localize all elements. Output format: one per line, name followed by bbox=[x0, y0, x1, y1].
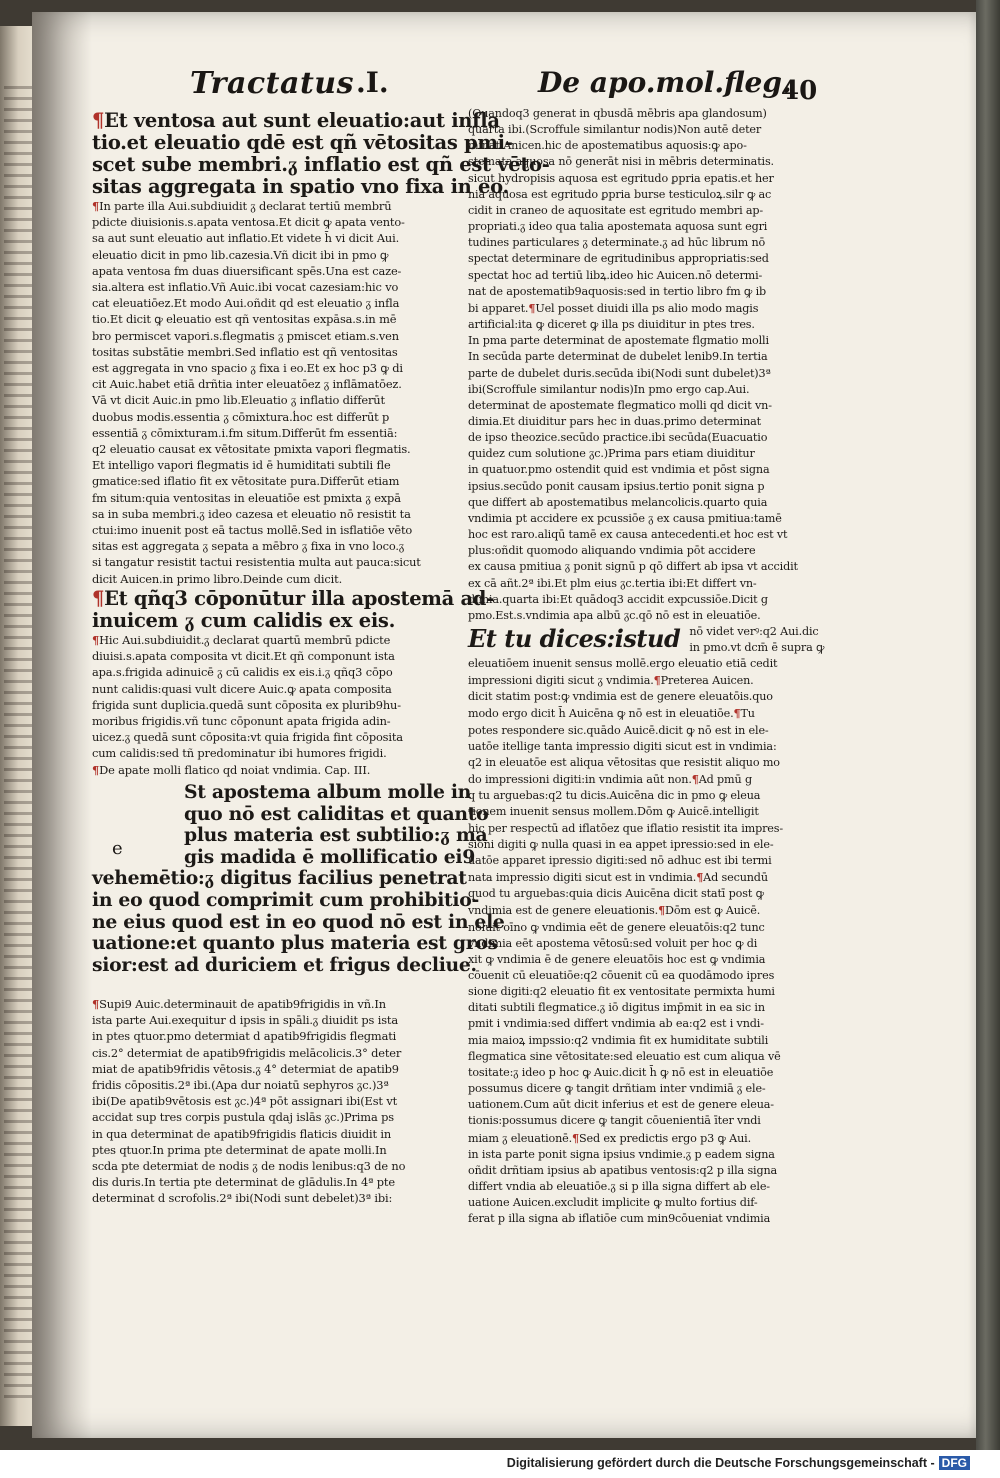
text-line: ¶Supi9 Auic.determinauit de apatib9frigidis in vñ.In bbox=[92, 997, 386, 1011]
text-line: uationem.Cum aūt dicit inferius et est de genere eleua- bbox=[468, 1098, 774, 1112]
text-line: In secūda parte determinat de dubelet lenib9.In tertia bbox=[468, 350, 768, 364]
text-line: q tu arguebas:q2 tu dicis.Auicēna dic in pmo ꝙ eleua bbox=[468, 789, 761, 803]
text-line: sa aut sunt eleuatio aut inflatio.Et videte h̄ vi dicit Aui. bbox=[92, 231, 400, 246]
chapter-line: gis madida ē mollificatio ei9 bbox=[184, 845, 475, 868]
text-line: cis.2° determiat de apatib9frigidis melācolicis.3° deter bbox=[92, 1045, 402, 1060]
text-line: sa in suba membri.ᵹ ideo cazesa et eleuatio nō resistit ta bbox=[92, 506, 411, 521]
text-line: tudines particulares ᵹ determinate.ᵹ ad hūc librum nō bbox=[468, 236, 766, 250]
text-line: q2 in eleuatōe est aliqua vētositas que resistit aliquo mo bbox=[468, 755, 780, 769]
text-line: quarta ibi.(Scroffule similantur nodis)Non autē deter bbox=[468, 123, 762, 137]
paragraph-mark: ¶ bbox=[696, 870, 704, 885]
text-line: spectat determinare de egritudinibus appropriatis:sed bbox=[468, 252, 769, 266]
text-line: gmatice:sed iflatio fit ex vētositate pura.Differūt etiam bbox=[92, 474, 400, 489]
text-line: do impressioni digiti:in vndimia aūt non.¶Ad pmū g bbox=[468, 772, 752, 787]
text-line: pmit i vndimia:sed differt vndimia ab ea:q2 est i vndi- bbox=[468, 1017, 764, 1031]
paragraph-mark: ¶ bbox=[653, 673, 661, 688]
chapter-line: quo nō est caliditas et quanto bbox=[184, 802, 489, 825]
folio-number: 40 bbox=[781, 76, 818, 106]
text-line: de ipso theozice.secūdo practice.ibi secūda(Euacuatio bbox=[468, 431, 768, 445]
text-line: tio.Et dicit ꝙ eleuatio est qñ ventositas expāsa.s.in mē bbox=[92, 312, 397, 327]
running-head-number: .I. bbox=[356, 66, 389, 99]
text-line: ex causa pmitiua ᵹ ponit signū p qō differt ab ipsa vt accidit bbox=[468, 560, 798, 574]
text-line: ¶De apate molli flatico qd noiat vndimia. Cap. III. bbox=[92, 762, 371, 777]
text-line: hoc est raro.aliqū tamē ex causa antecedenti.et hoc est vt bbox=[468, 528, 788, 542]
text-line: (Quandoq3 generat in qbusdā mēbris apa glandosum) bbox=[468, 107, 767, 120]
text-line: ferat p illa signa ab iflatiōe cum min9cōueniat vndimia bbox=[468, 1212, 771, 1226]
text-line: accidat sup tres corpis pustula qdaj islās ᵹc.)Prima ps bbox=[92, 1110, 394, 1125]
paragraph-mark: ¶ bbox=[658, 903, 666, 918]
left-column-bottom bbox=[92, 996, 460, 1207]
text-line: determinat de apostemate flegmatico molli qd dicit vn- bbox=[468, 398, 772, 412]
text-line: nat de apostematib9aquosis:sed in tertio libro fm ꝙ ib bbox=[468, 284, 767, 298]
text-line: ¶Et ventosa aut sunt eleuatio:aut infla bbox=[92, 109, 500, 132]
paragraph-mark: ¶ bbox=[691, 772, 699, 787]
text-line: ptes qtuor.In prima pte determinat de apate molli.In bbox=[92, 1142, 387, 1157]
text-line: Et intelligo vapori flegmatis id ē humiditati subtili fle bbox=[92, 458, 391, 473]
text-line: bi apparet.¶Uel posset diuidi illa ps alio modo magis bbox=[468, 300, 759, 315]
text-line: ¶Et qñq3 cōponūtur illa apostemā ad- bbox=[92, 587, 494, 610]
text-line: cat eleuatiōez.Et modo Aui.oñdit qd est eleuatio ᵹ infla bbox=[92, 296, 400, 311]
text-line: quod tu arguebas:quia dicis Auicēna dicit statī post ꝙ bbox=[468, 887, 764, 901]
text-line: scda pte determiat de nodis ᵹ de nodis lenibus:q3 de no bbox=[92, 1159, 406, 1174]
text-line: ditati subtili flegmatice.ᵹ iō digitus imp̄mit in ea sic in bbox=[468, 1001, 765, 1015]
text-line: fridis cōpositis.2ª ibi.(Apa dur noiatū sephyros ᵹc.)3ª bbox=[92, 1078, 389, 1093]
footer-credit-text: Digitalisierung gefördert durch die Deutsche Forschungsgemeinschaft - bbox=[506, 1456, 935, 1470]
text-line: impressioni digiti sicut ᵹ vndimia.¶Preterea Auicen. bbox=[468, 673, 754, 688]
text-line: spectat hoc ad tertiū libꝝ.ideo hic Auicen.nō determi- bbox=[468, 268, 763, 282]
left-column-middle bbox=[92, 587, 494, 778]
text-line: ¶Hic Aui.subdiuidit.ᵹ declarat quartū membrū pdicte bbox=[92, 633, 391, 647]
text-line: ¶In parte illa Aui.subdiuidit ᵹ declarat tertiū membrū bbox=[92, 199, 392, 213]
text-line: mia maioꝝ impssio:q2 vndimia fit ex humiditate subtili bbox=[468, 1033, 769, 1047]
chapter-line: in eo quod comprimit cum prohibitio- bbox=[92, 888, 479, 911]
text-line: miat de apatib9fridis vētosis.ᵹ 4° determiat de apatib9 bbox=[92, 1061, 399, 1076]
text-line: cidit in craneo de aquositate est egritudo membri ap- bbox=[468, 203, 764, 217]
text-line: eleuatiōem inuenit sensus mollē.ergo eleuatio etiā cedit bbox=[468, 657, 778, 670]
paragraph-mark: ¶ bbox=[92, 633, 100, 647]
text-line: tositas substātie membri.Sed inflatio est qñ ventositas bbox=[92, 344, 398, 359]
right-heading-small bbox=[689, 624, 824, 656]
paragraph-mark: ¶ bbox=[528, 300, 536, 315]
text-line: vndimia eēt apostema vētosū:sed voluit per hoc ꝙ di bbox=[468, 936, 758, 950]
dfg-logo: DFG bbox=[939, 1456, 970, 1470]
chapter-line: plus materia est subtilio:ᵹ ma bbox=[184, 824, 488, 847]
text-line: que differt ab apostematibus melancolicis.quarto quia bbox=[468, 495, 768, 509]
paragraph-mark: ¶ bbox=[92, 109, 105, 132]
right-column-top bbox=[468, 106, 820, 624]
text-line: fm situm:quia ventositas in eleuatiōe est pmixta ᵹ expā bbox=[92, 490, 401, 505]
paragraph-mark: ¶ bbox=[92, 587, 105, 610]
text-line: differt vndia ab eleuatiōe.ᵹ si p illa signa differt ab ele- bbox=[468, 1180, 770, 1193]
text-line: in ista parte ponit signa ipsius vndimie.ᵹ p eadem signa bbox=[468, 1147, 775, 1161]
text-line: uatione Auicen.excludit implicite ꝙ multo fortius dif- bbox=[468, 1196, 758, 1210]
text-line: ctui:imo inuenit post eā tactus mollē.Sed in isflatiōe vēto bbox=[92, 523, 413, 538]
text-line: artificial:ita ꝙ diceret ꝙ illa ps diuiditur in ptes tres. bbox=[468, 318, 755, 332]
text-line: est aggregata in vno spacio ᵹ fixa i eo.Et ex hoc p3 ꝙ di bbox=[92, 361, 403, 376]
text-line: in quatuor.pmo ostendit quid est vndimia et pōst signa bbox=[468, 463, 770, 477]
paragraph-mark: ¶ bbox=[733, 706, 741, 721]
text-line: frigida sunt duplicia.quedā sunt cōposita ex plurib9hu- bbox=[92, 697, 401, 712]
text-line: sitas est aggregata ᵹ sepata a mēbro ᵹ fixa in vno loco.ᵹ bbox=[92, 539, 405, 554]
text-line: quidez cum solutione ᵹc.)Prima pars etiam diuiditur bbox=[468, 447, 755, 461]
paragraph-mark: ¶ bbox=[572, 1130, 580, 1145]
chapter-line: sior:est ad duriciem et frigus decliue. bbox=[92, 953, 477, 976]
text-line: tionis:possumus dicere ꝙ tangit cōuenientiā īter vndi bbox=[468, 1114, 761, 1128]
gutter-shadow bbox=[32, 12, 92, 1438]
chapter-opening bbox=[92, 781, 505, 976]
text-line: inuicem ᵹ cum calidis ex eis. bbox=[92, 609, 396, 632]
text-line: nata impressio digiti sicut est in vndimia.¶Ad secundū bbox=[468, 870, 768, 885]
text-line: plus:oñdit quomodo aliquando vndimia pōt accidere bbox=[468, 544, 756, 558]
text-line: vndimia est de genere eleuationis.¶Dōm est ꝙ Auicē. bbox=[468, 903, 761, 918]
text-line: ibi(De apatib9vētosis est ᵹc.)4ª pōt assignari ibi(Est vt bbox=[92, 1094, 398, 1109]
text-line: vndimia pt accidere ex pcussiōe ᵹ ex causa pmitiua:tamē bbox=[468, 511, 782, 525]
chapter-line: ne eius quod est in eo quod nō est in ele bbox=[92, 910, 505, 933]
text-line: sia.altera est inflatio.Vñ Auic.ibi vocat cazesiam:hic vo bbox=[92, 280, 399, 295]
text-line: ibi(Scroffule similantur nodis)In pmo ergo cap.Aui. bbox=[468, 382, 750, 396]
text-line: dicit statim post:ꝙ vndimia est de genere eleuatōis.quo bbox=[468, 690, 773, 704]
text-line: ex cā añt.2ª ibi.Et plm eius ᵹc.tertia ibi:Et differt vn- bbox=[468, 576, 757, 590]
text-line: xit ꝙ vndimia ē de genere eleuatōis hoc est ꝙ vndimia bbox=[468, 952, 766, 966]
text-line: tositate:ᵹ ideo p hoc ꝙ Auic.dicit h̄ ꝙ nō est in eleuatiōe bbox=[468, 1065, 774, 1079]
text-line: sitas aggregata in spatio vno fixa in eo. bbox=[92, 175, 509, 198]
text-line: ista parte Aui.exequitur d ipsis in spāli.ᵹ diuidit ps ista bbox=[92, 1013, 398, 1028]
text-line: moribus frigidis.vñ tunc cōponunt apata frigida adin- bbox=[92, 714, 391, 729]
text-line: In pma parte determinat de apostemate flgmatio molli bbox=[468, 334, 769, 348]
text-line: pmo.Est.s.vndimia apa albū ᵹc.qō nō est in eleuatiōe. bbox=[468, 608, 761, 622]
right-heading-small-line: in pmo.vt dcm̄ ē supra ꝙ bbox=[689, 641, 825, 655]
text-line: uatōe apparet ipressio digiti:sed nō adhuc est ibi termi bbox=[468, 853, 772, 867]
text-line: noluit oīno ꝙ vndimia eēt de genere eleuatōis:q2 tunc bbox=[468, 920, 765, 934]
text-line: apata ventosa fm duas diuersificant spēs.Una est caze- bbox=[92, 263, 402, 278]
text-line: propriati.ᵹ ideo qua talia apostemata aquosa sunt egri bbox=[468, 220, 768, 234]
chapter-line: uatione:et quanto plus materia est gros bbox=[92, 932, 498, 955]
text-line: nunt calidis:quasi vult dicere Auic.ꝙ apata composita bbox=[92, 681, 392, 696]
facing-page-text bbox=[4, 86, 34, 1406]
text-line: tionem inuenit sensus mollem.Dōm ꝙ Auicē.intelligit bbox=[468, 805, 759, 819]
text-line: stemata aquosa nō generāt nisi in mēbris determinatis. bbox=[468, 155, 774, 169]
text-line: eleuatio dicit in pmo lib.cazesia.Vñ dicit ibi in pmo ꝙ bbox=[92, 247, 389, 262]
text-line: si tangatur resistit tactui resistentia multa aut pauca:sicut bbox=[92, 555, 421, 570]
text-line: in ptes qtuor.pmo determiat d apatib9frigidis flegmati bbox=[92, 1029, 397, 1044]
text-line: sioni digiti ꝙ nulla quasi in ea appet ipressio:sed in ele- bbox=[468, 837, 774, 851]
paragraph-mark: ¶ bbox=[92, 199, 100, 213]
text-line: hic per respectū ad iflatōez que iflatio resistit ita impres- bbox=[468, 821, 783, 835]
text-line: miam ᵹ eleuationē.¶Sed ex predictis ergo p3 ꝙ Aui. bbox=[468, 1130, 751, 1145]
text-line: dicit Auicen.in primo libro.Deinde cum dicit. bbox=[92, 571, 343, 586]
text-line: nia aquosa est egritudo ꝑpria burse testiculoꝝ.silr ꝙ ac bbox=[468, 187, 772, 201]
right-heading-block bbox=[468, 624, 828, 656]
chapter-line: St apostema album molle in bbox=[184, 781, 472, 803]
footer-credit bbox=[507, 1456, 970, 1470]
text-line: bro permiscet vapori.s.flegmatis ᵹ pmiscet etiam.s.ven bbox=[92, 328, 399, 343]
left-column-top bbox=[92, 109, 550, 587]
text-line: cōuenit cū eleuatiōe:q2 cōuenit cū ea quodāmodo ipres bbox=[468, 968, 775, 982]
right-heading-small-line: nō videt verꝰ:q2 Aui.dic bbox=[689, 625, 819, 638]
running-head-left: Tractatus bbox=[190, 66, 355, 101]
text-line: in qua determinat de apatib9frigidis flaticis diuidit in bbox=[92, 1126, 392, 1141]
right-column-bottom bbox=[468, 656, 824, 1227]
text-line: minat Anicen.hic de apostematibus aquosis:ꝙ apo- bbox=[468, 139, 747, 153]
text-line: dis duris.In tertia pte determinat de glādulis.In 4ª pte bbox=[92, 1175, 395, 1190]
text-line: oñdit drñtiam ipsius ab apatibus ventosis:q2 p illa signa bbox=[468, 1163, 778, 1177]
text-line: q2 eleuatio causat ex vētositate pmixta vapori flegmatis. bbox=[92, 442, 411, 457]
text-line: determinat d scrofolis.2ª ibi(Nodi sunt debelet)3ª ibi: bbox=[92, 1191, 393, 1206]
paragraph-mark: ¶ bbox=[92, 762, 100, 777]
text-line: sicut hydropisis aquosa est egritudo ꝑpria epatis.et her bbox=[468, 171, 774, 185]
text-line: cum calidis:sed tñ predominatur ibi humores frigidi. bbox=[92, 746, 387, 761]
paragraph-mark: ¶ bbox=[92, 997, 100, 1011]
text-line: dimia.quarta ibi:Et quādoq3 accidit expcussiōe.Dicit g bbox=[468, 592, 768, 606]
text-line: dimia.Et diuiditur pars hec in duas.primo determinat bbox=[468, 414, 762, 428]
text-line: duobus modis.essentia ᵹ cōmixtura.ḣoc est differūt p bbox=[92, 409, 390, 424]
text-line: essentiā ᵹ cōmixturam.i.fm situm.Differūt fm essentiā: bbox=[92, 425, 398, 440]
text-line: possumus dicere ꝙ tangit drñtiam inter vndimiā ᵹ ele- bbox=[468, 1082, 766, 1096]
text-line: pdicte diuisionis.s.apata ventosa.Et dicit ꝙ apata vento- bbox=[92, 215, 405, 230]
text-line: Vā vt dicit Auic.in pmo lib.Eleuatio ᵹ inflatio differūt bbox=[92, 393, 385, 408]
text-line: flegmatica sine vētositate:sed eleuatio est cum aliqua vē bbox=[468, 1049, 781, 1063]
text-line: modo ergo dicit h̄ Auicēna ꝙ nō est in eleuatiōe.¶Tu bbox=[468, 706, 755, 721]
chapter-line: vehemētio:ᵹ digitus facilius penetrat bbox=[92, 867, 467, 890]
text-line: scet sube membri.ᵹ inflatio est qñ est vēto- bbox=[92, 153, 550, 176]
text-line: tio.et eleuatio qdē est qñ vētositas pmi- bbox=[92, 131, 513, 154]
text-line: apa.s.frigida adinuicē ᵹ cū calidis ex eis.i.ᵹ qñq3 cōpo bbox=[92, 665, 393, 680]
chapter-initial: e bbox=[112, 838, 123, 859]
running-head-right: De apo.mol.fleg. bbox=[538, 66, 792, 99]
text-line: uicez.ᵹ quedā sunt cōposita:vt quia frigida fint cōposita bbox=[92, 730, 403, 745]
text-line: cit Auic.habet etiā drñtia inter eleuatōez ᵹ inflāmatōez. bbox=[92, 377, 402, 392]
text-line: diuisi.s.apata composita vt dicit.Et qñ componunt ista bbox=[92, 649, 395, 664]
right-heading-big: Et tu dices:istud bbox=[468, 624, 681, 653]
text-line: ipsius.secūdo ponit causam ipsius.tertio ponit signa p bbox=[468, 479, 765, 493]
book-cover-edge bbox=[976, 0, 1000, 1450]
text-line: parte de dubelet duris.secūda ibi(Nodi sunt dubelet)3ª bbox=[468, 366, 771, 380]
text-line: potes respondere sic.quādo Auicē.dicit ꝙ nō est in ele- bbox=[468, 723, 769, 737]
text-line: uatōe itellige tanta impressio digiti sicut est in vndimia: bbox=[468, 739, 777, 753]
text-line: sione digiti:q2 eleuatio fit ex ventositate permixta humi bbox=[468, 985, 775, 999]
